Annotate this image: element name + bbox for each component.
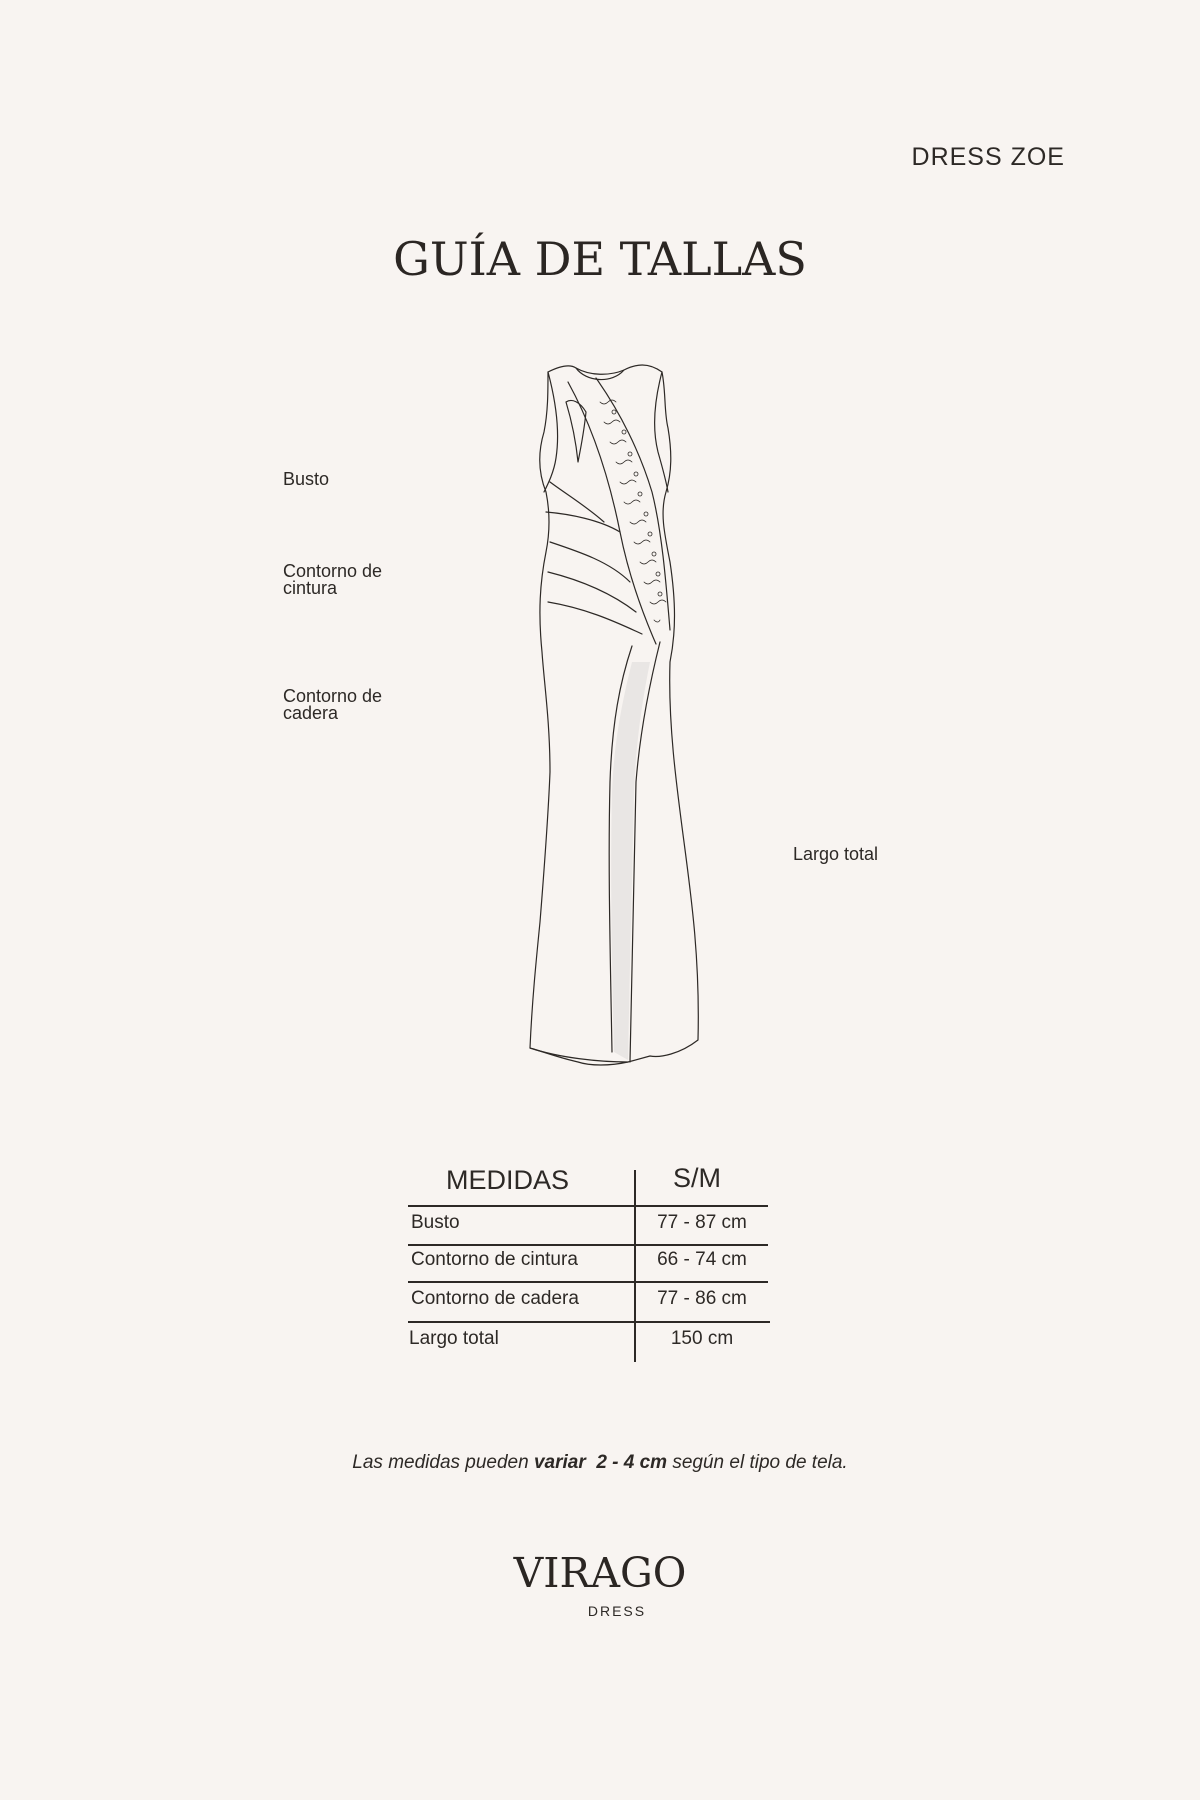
figure-label-cintura-line1: Contorno de xyxy=(283,561,383,581)
table-row-value: 77 - 87 cm xyxy=(657,1212,747,1233)
table-row-value: 77 - 86 cm xyxy=(657,1288,747,1309)
table-row-label: Busto xyxy=(411,1212,460,1233)
table-row-divider xyxy=(408,1244,768,1246)
figure-label-largo: Largo total xyxy=(793,844,879,864)
brand-logo: VIRAGO xyxy=(513,1549,687,1597)
table-header-size: S/M xyxy=(673,1163,722,1193)
figure-label-cadera-line2: cadera xyxy=(283,703,339,723)
dress-armhole-left xyxy=(544,372,558,492)
dress-illustration xyxy=(500,362,720,1068)
dress-waist-seam xyxy=(546,512,620,532)
figure-label-cintura-line2: cintura xyxy=(283,578,338,598)
figure-label-cadera xyxy=(283,688,423,722)
table-row-label: Contorno de cintura xyxy=(411,1249,578,1270)
brand-subtitle: DRESS xyxy=(587,1603,647,1619)
table-row-divider xyxy=(408,1281,768,1283)
product-name: DRESS ZOE xyxy=(911,143,1065,171)
disclaimer-part1: Las medidas pueden xyxy=(352,1452,534,1473)
table-row-value: 150 cm xyxy=(670,1328,734,1349)
disclaimer-part3: según el tipo de tela. xyxy=(667,1452,848,1473)
disclaimer-part2 xyxy=(586,1452,597,1473)
table-row-divider xyxy=(408,1321,770,1323)
table-row-divider xyxy=(408,1205,768,1207)
disclaimer-bold2: 2 - 4 cm xyxy=(596,1452,668,1473)
dress-gather-2 xyxy=(548,572,636,612)
dress-lace-edge-left xyxy=(568,382,656,644)
figure-label-cintura xyxy=(283,563,423,597)
figure-label-busto: Busto xyxy=(283,469,330,489)
size-table xyxy=(408,1160,770,1360)
table-row-label: Largo total xyxy=(409,1328,499,1349)
figure-label-cadera-line1: Contorno de xyxy=(283,686,383,706)
page-title: GUÍA DE TALLAS xyxy=(393,232,807,286)
table-row-label: Contorno de cadera xyxy=(411,1288,579,1309)
dress-slit-shade xyxy=(611,662,650,1060)
table-row-value: 66 - 74 cm xyxy=(657,1249,747,1270)
dress-cutout xyxy=(566,400,586,462)
disclaimer-bold1: variar xyxy=(533,1452,586,1473)
disclaimer xyxy=(0,1452,1200,1474)
table-header-medidas: MEDIDAS xyxy=(446,1165,570,1195)
dress-hem xyxy=(530,1048,628,1062)
dress-armhole-right xyxy=(655,372,668,492)
